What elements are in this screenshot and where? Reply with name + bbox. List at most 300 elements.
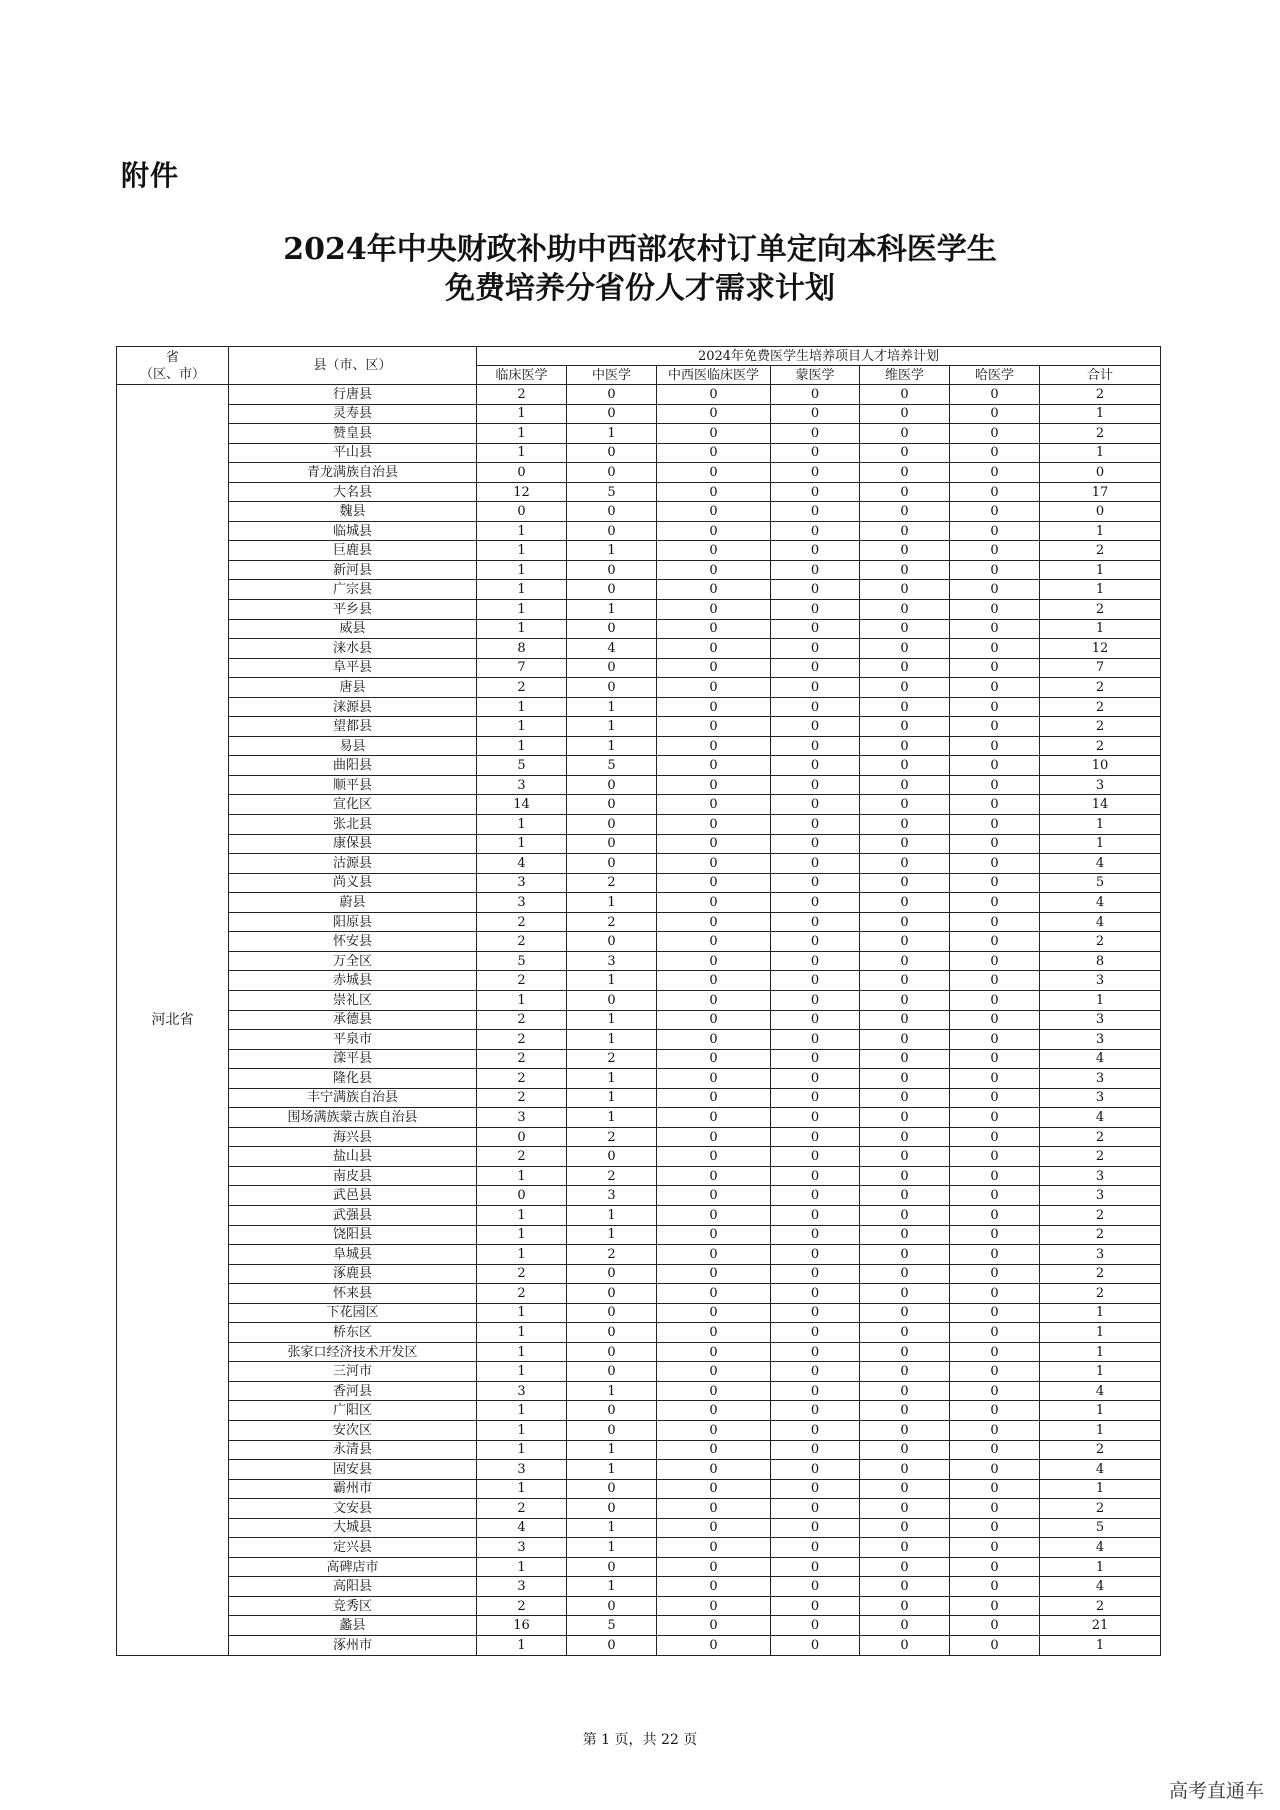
value-cell: 8 <box>1040 951 1161 971</box>
value-cell: 1 <box>477 1342 567 1362</box>
value-cell: 0 <box>657 463 771 483</box>
value-cell: 0 <box>771 1401 860 1421</box>
value-cell: 0 <box>860 678 950 698</box>
value-cell: 0 <box>657 1245 771 1265</box>
value-cell: 0 <box>567 1420 657 1440</box>
value-cell: 3 <box>477 873 567 893</box>
value-cell: 0 <box>657 775 771 795</box>
value-cell: 0 <box>860 1284 950 1304</box>
value-cell: 0 <box>567 1636 657 1656</box>
value-cell: 2 <box>1040 736 1161 756</box>
value-cell: 0 <box>567 1596 657 1616</box>
county-cell: 赞皇县 <box>229 424 477 444</box>
value-cell: 0 <box>657 1420 771 1440</box>
value-cell: 0 <box>657 1342 771 1362</box>
value-cell: 0 <box>860 521 950 541</box>
value-cell: 0 <box>771 1596 860 1616</box>
value-cell: 0 <box>657 951 771 971</box>
watermark: 高考直通车 <box>1168 1780 1264 1802</box>
value-cell: 2 <box>1040 1499 1161 1519</box>
value-cell: 0 <box>950 1147 1040 1167</box>
value-cell: 0 <box>860 1362 950 1382</box>
value-cell: 0 <box>657 873 771 893</box>
value-cell: 0 <box>860 990 950 1010</box>
value-cell: 0 <box>860 1518 950 1538</box>
value-cell: 1 <box>477 1245 567 1265</box>
county-cell: 沽源县 <box>229 854 477 874</box>
value-cell: 3 <box>1040 1186 1161 1206</box>
table-row <box>117 443 1161 463</box>
table-row <box>117 1108 1161 1128</box>
table-row <box>117 834 1161 854</box>
value-cell: 4 <box>1040 1049 1161 1069</box>
county-cell: 灵寿县 <box>229 404 477 424</box>
value-cell: 4 <box>1040 912 1161 932</box>
header-plan: 2024年免费医学生培养项目人才培养计划 <box>477 347 1161 366</box>
value-cell: 1 <box>567 1518 657 1538</box>
table-row <box>117 1166 1161 1186</box>
value-cell: 0 <box>950 1049 1040 1069</box>
value-cell: 0 <box>860 1030 950 1050</box>
value-cell: 0 <box>567 775 657 795</box>
value-cell: 2 <box>1040 1264 1161 1284</box>
county-cell: 涿鹿县 <box>229 1264 477 1284</box>
value-cell: 1 <box>477 560 567 580</box>
county-cell: 康保县 <box>229 834 477 854</box>
table-row <box>117 560 1161 580</box>
value-cell: 1 <box>477 1303 567 1323</box>
value-cell: 0 <box>657 1303 771 1323</box>
county-cell: 宣化区 <box>229 795 477 815</box>
value-cell: 0 <box>771 1303 860 1323</box>
county-cell: 涞水县 <box>229 639 477 659</box>
table-row <box>117 990 1161 1010</box>
table-row <box>117 971 1161 991</box>
value-cell: 0 <box>771 1069 860 1089</box>
table-row <box>117 1303 1161 1323</box>
value-cell: 0 <box>657 1186 771 1206</box>
value-cell: 0 <box>950 756 1040 776</box>
value-cell: 0 <box>950 971 1040 991</box>
value-cell: 0 <box>567 1362 657 1382</box>
value-cell: 0 <box>771 697 860 717</box>
county-cell: 高碑店市 <box>229 1557 477 1577</box>
value-cell: 0 <box>657 1049 771 1069</box>
column-header: 临床医学 <box>477 366 567 385</box>
county-cell: 平乡县 <box>229 600 477 620</box>
value-cell: 0 <box>477 1127 567 1147</box>
column-header: 合计 <box>1040 366 1161 385</box>
value-cell: 14 <box>477 795 567 815</box>
value-cell: 0 <box>860 1225 950 1245</box>
table-row <box>117 463 1161 483</box>
value-cell: 1 <box>477 697 567 717</box>
value-cell: 1 <box>477 619 567 639</box>
value-cell: 1 <box>1040 1362 1161 1382</box>
value-cell: 0 <box>567 932 657 952</box>
value-cell: 0 <box>657 1596 771 1616</box>
value-cell: 0 <box>567 658 657 678</box>
value-cell: 0 <box>950 580 1040 600</box>
table-row <box>117 697 1161 717</box>
value-cell: 0 <box>860 658 950 678</box>
value-cell: 0 <box>477 1186 567 1206</box>
value-cell: 0 <box>860 697 950 717</box>
value-cell: 1 <box>567 1225 657 1245</box>
value-cell: 0 <box>657 658 771 678</box>
value-cell: 0 <box>860 795 950 815</box>
value-cell: 1 <box>477 1440 567 1460</box>
value-cell: 0 <box>657 443 771 463</box>
value-cell: 0 <box>771 1030 860 1050</box>
value-cell: 0 <box>567 1303 657 1323</box>
value-cell: 0 <box>950 1323 1040 1343</box>
county-cell: 盐山县 <box>229 1147 477 1167</box>
value-cell: 1 <box>477 834 567 854</box>
value-cell: 3 <box>1040 1030 1161 1050</box>
value-cell: 0 <box>771 1577 860 1597</box>
county-cell: 高阳县 <box>229 1577 477 1597</box>
value-cell: 1 <box>477 541 567 561</box>
county-cell: 魏县 <box>229 502 477 522</box>
value-cell: 1 <box>477 521 567 541</box>
value-cell: 0 <box>771 424 860 444</box>
value-cell: 0 <box>771 580 860 600</box>
table-row <box>117 639 1161 659</box>
value-cell: 0 <box>950 1460 1040 1480</box>
county-cell: 饶阳县 <box>229 1225 477 1245</box>
value-cell: 16 <box>477 1616 567 1636</box>
value-cell: 0 <box>771 619 860 639</box>
value-cell: 2 <box>477 1499 567 1519</box>
value-cell: 0 <box>657 1010 771 1030</box>
value-cell: 0 <box>657 404 771 424</box>
value-cell: 0 <box>657 815 771 835</box>
value-cell: 4 <box>1040 1538 1161 1558</box>
table-row <box>117 795 1161 815</box>
value-cell: 0 <box>950 678 1040 698</box>
county-cell: 行唐县 <box>229 385 477 405</box>
value-cell: 0 <box>1040 502 1161 522</box>
table-row <box>117 1342 1161 1362</box>
value-cell: 0 <box>950 717 1040 737</box>
value-cell: 2 <box>1040 717 1161 737</box>
value-cell: 0 <box>657 932 771 952</box>
value-cell: 2 <box>1040 424 1161 444</box>
value-cell: 0 <box>950 1596 1040 1616</box>
county-cell: 南皮县 <box>229 1166 477 1186</box>
value-cell: 3 <box>567 951 657 971</box>
page-footer: 第 1 页，共 22 页 <box>582 1732 698 1748</box>
county-cell: 武邑县 <box>229 1186 477 1206</box>
value-cell: 0 <box>771 795 860 815</box>
value-cell: 1 <box>1040 1479 1161 1499</box>
table-row <box>117 951 1161 971</box>
value-cell: 0 <box>477 463 567 483</box>
value-cell: 0 <box>657 541 771 561</box>
value-cell: 0 <box>860 1479 950 1499</box>
value-cell: 5 <box>1040 1518 1161 1538</box>
value-cell: 0 <box>771 912 860 932</box>
table-row <box>117 815 1161 835</box>
value-cell: 0 <box>860 717 950 737</box>
value-cell: 0 <box>950 912 1040 932</box>
value-cell: 0 <box>657 1108 771 1128</box>
value-cell: 0 <box>860 1147 950 1167</box>
value-cell: 0 <box>657 1401 771 1421</box>
value-cell: 0 <box>657 736 771 756</box>
county-cell: 霸州市 <box>229 1479 477 1499</box>
value-cell: 1 <box>1040 834 1161 854</box>
value-cell: 0 <box>771 1460 860 1480</box>
value-cell: 1 <box>567 1030 657 1050</box>
value-cell: 0 <box>657 1127 771 1147</box>
value-cell: 0 <box>657 1205 771 1225</box>
value-cell: 0 <box>860 1499 950 1519</box>
county-cell: 阜平县 <box>229 658 477 678</box>
value-cell: 0 <box>771 678 860 698</box>
value-cell: 0 <box>567 1284 657 1304</box>
table-row <box>117 1147 1161 1167</box>
value-cell: 3 <box>477 1381 567 1401</box>
value-cell: 1 <box>567 697 657 717</box>
county-cell: 张北县 <box>229 815 477 835</box>
value-cell: 0 <box>657 1616 771 1636</box>
value-cell: 1 <box>477 815 567 835</box>
value-cell: 0 <box>860 560 950 580</box>
value-cell: 0 <box>860 1108 950 1128</box>
value-cell: 4 <box>1040 1381 1161 1401</box>
value-cell: 0 <box>950 1342 1040 1362</box>
value-cell: 0 <box>771 658 860 678</box>
value-cell: 0 <box>950 736 1040 756</box>
value-cell: 0 <box>860 1303 950 1323</box>
value-cell: 1 <box>477 1225 567 1245</box>
value-cell: 0 <box>657 424 771 444</box>
value-cell: 0 <box>860 463 950 483</box>
value-cell: 0 <box>657 1225 771 1245</box>
value-cell: 0 <box>657 1518 771 1538</box>
table-row <box>117 1577 1161 1597</box>
value-cell: 0 <box>950 1557 1040 1577</box>
value-cell: 0 <box>950 1245 1040 1265</box>
value-cell: 0 <box>567 1323 657 1343</box>
county-cell: 张家口经济技术开发区 <box>229 1342 477 1362</box>
value-cell: 0 <box>950 619 1040 639</box>
value-cell: 1 <box>567 1538 657 1558</box>
value-cell: 0 <box>860 1440 950 1460</box>
value-cell: 0 <box>657 1479 771 1499</box>
value-cell: 1 <box>1040 580 1161 600</box>
value-cell: 0 <box>860 404 950 424</box>
value-cell: 0 <box>860 482 950 502</box>
value-cell: 2 <box>567 1127 657 1147</box>
value-cell: 0 <box>771 404 860 424</box>
table-row <box>117 678 1161 698</box>
value-cell: 1 <box>567 717 657 737</box>
value-cell: 5 <box>567 756 657 776</box>
county-cell: 围场满族蒙古族自治县 <box>229 1108 477 1128</box>
value-cell: 0 <box>567 1557 657 1577</box>
value-cell: 0 <box>950 1225 1040 1245</box>
value-cell: 1 <box>567 1108 657 1128</box>
county-cell: 威县 <box>229 619 477 639</box>
value-cell: 0 <box>860 1596 950 1616</box>
value-cell: 2 <box>567 1049 657 1069</box>
value-cell: 1 <box>477 424 567 444</box>
value-cell: 0 <box>860 854 950 874</box>
table-row <box>117 1245 1161 1265</box>
value-cell: 1 <box>477 1557 567 1577</box>
value-cell: 0 <box>860 1420 950 1440</box>
county-cell: 大名县 <box>229 482 477 502</box>
value-cell: 0 <box>567 854 657 874</box>
value-cell: 0 <box>771 893 860 913</box>
value-cell: 1 <box>567 1069 657 1089</box>
value-cell: 0 <box>860 1616 950 1636</box>
value-cell: 0 <box>657 521 771 541</box>
title-line-2: 免费培养分省份人才需求计划 <box>445 271 835 306</box>
value-cell: 0 <box>657 1166 771 1186</box>
value-cell: 0 <box>860 1127 950 1147</box>
value-cell: 0 <box>771 1616 860 1636</box>
value-cell: 2 <box>477 1010 567 1030</box>
column-header: 哈医学 <box>950 366 1040 385</box>
table-row <box>117 1479 1161 1499</box>
value-cell: 0 <box>771 990 860 1010</box>
value-cell: 1 <box>477 580 567 600</box>
value-cell: 0 <box>950 1030 1040 1050</box>
value-cell: 0 <box>657 385 771 405</box>
value-cell: 0 <box>950 658 1040 678</box>
value-cell: 0 <box>771 815 860 835</box>
county-cell: 蠡县 <box>229 1616 477 1636</box>
value-cell: 0 <box>657 834 771 854</box>
county-cell: 承德县 <box>229 1010 477 1030</box>
value-cell: 1 <box>1040 1420 1161 1440</box>
value-cell: 3 <box>1040 1166 1161 1186</box>
value-cell: 0 <box>860 1205 950 1225</box>
value-cell: 0 <box>771 1127 860 1147</box>
value-cell: 0 <box>860 1186 950 1206</box>
table-row <box>117 1225 1161 1245</box>
value-cell: 1 <box>477 1420 567 1440</box>
value-cell: 7 <box>1040 658 1161 678</box>
county-cell: 怀安县 <box>229 932 477 952</box>
value-cell: 0 <box>860 815 950 835</box>
value-cell: 0 <box>860 1069 950 1089</box>
value-cell: 0 <box>860 1049 950 1069</box>
value-cell: 0 <box>567 560 657 580</box>
value-cell: 0 <box>657 971 771 991</box>
table-row <box>117 580 1161 600</box>
county-cell: 赤城县 <box>229 971 477 991</box>
value-cell: 0 <box>657 717 771 737</box>
value-cell: 1 <box>477 736 567 756</box>
table-row <box>117 600 1161 620</box>
value-cell: 0 <box>950 1420 1040 1440</box>
value-cell: 0 <box>657 1030 771 1050</box>
county-cell: 大城县 <box>229 1518 477 1538</box>
value-cell: 2 <box>477 1147 567 1167</box>
value-cell: 0 <box>567 443 657 463</box>
value-cell: 1 <box>567 541 657 561</box>
table-row <box>117 873 1161 893</box>
value-cell: 2 <box>1040 1147 1161 1167</box>
value-cell: 0 <box>771 639 860 659</box>
value-cell: 1 <box>477 1479 567 1499</box>
value-cell: 0 <box>950 1166 1040 1186</box>
value-cell: 0 <box>771 1205 860 1225</box>
value-cell: 0 <box>771 873 860 893</box>
value-cell: 1 <box>477 1166 567 1186</box>
value-cell: 0 <box>950 639 1040 659</box>
value-cell: 0 <box>477 502 567 522</box>
value-cell: 0 <box>657 1088 771 1108</box>
header-province: 省 （区、市） <box>117 347 229 385</box>
value-cell: 0 <box>860 424 950 444</box>
value-cell: 2 <box>477 1264 567 1284</box>
value-cell: 0 <box>950 1010 1040 1030</box>
value-cell: 0 <box>950 443 1040 463</box>
value-cell: 5 <box>567 1616 657 1636</box>
value-cell: 2 <box>567 912 657 932</box>
value-cell: 4 <box>1040 854 1161 874</box>
table-row <box>117 404 1161 424</box>
value-cell: 4 <box>1040 893 1161 913</box>
value-cell: 2 <box>477 678 567 698</box>
value-cell: 0 <box>567 795 657 815</box>
column-header: 中医学 <box>567 366 657 385</box>
county-cell: 武强县 <box>229 1205 477 1225</box>
value-cell: 1 <box>1040 443 1161 463</box>
value-cell: 0 <box>860 580 950 600</box>
value-cell: 0 <box>771 1049 860 1069</box>
value-cell: 0 <box>860 1636 950 1656</box>
county-cell: 丰宁满族自治县 <box>229 1088 477 1108</box>
value-cell: 0 <box>860 639 950 659</box>
table-row <box>117 932 1161 952</box>
value-cell: 0 <box>1040 463 1161 483</box>
value-cell: 0 <box>657 1636 771 1656</box>
value-cell: 14 <box>1040 795 1161 815</box>
value-cell: 0 <box>567 502 657 522</box>
value-cell: 0 <box>771 443 860 463</box>
value-cell: 0 <box>860 1342 950 1362</box>
value-cell: 12 <box>477 482 567 502</box>
table-row <box>117 717 1161 737</box>
table-row <box>117 1440 1161 1460</box>
table-row <box>117 482 1161 502</box>
value-cell: 0 <box>860 1577 950 1597</box>
value-cell: 0 <box>950 990 1040 1010</box>
value-cell: 2 <box>1040 697 1161 717</box>
value-cell: 1 <box>477 1205 567 1225</box>
value-cell: 0 <box>771 541 860 561</box>
value-cell: 0 <box>950 482 1040 502</box>
value-cell: 0 <box>950 1088 1040 1108</box>
value-cell: 1 <box>1040 815 1161 835</box>
county-cell: 海兴县 <box>229 1127 477 1147</box>
value-cell: 0 <box>771 385 860 405</box>
value-cell: 2 <box>567 873 657 893</box>
value-cell: 0 <box>950 1284 1040 1304</box>
value-cell: 0 <box>657 854 771 874</box>
value-cell: 0 <box>950 541 1040 561</box>
value-cell: 1 <box>477 1323 567 1343</box>
value-cell: 2 <box>477 1596 567 1616</box>
value-cell: 2 <box>477 1088 567 1108</box>
